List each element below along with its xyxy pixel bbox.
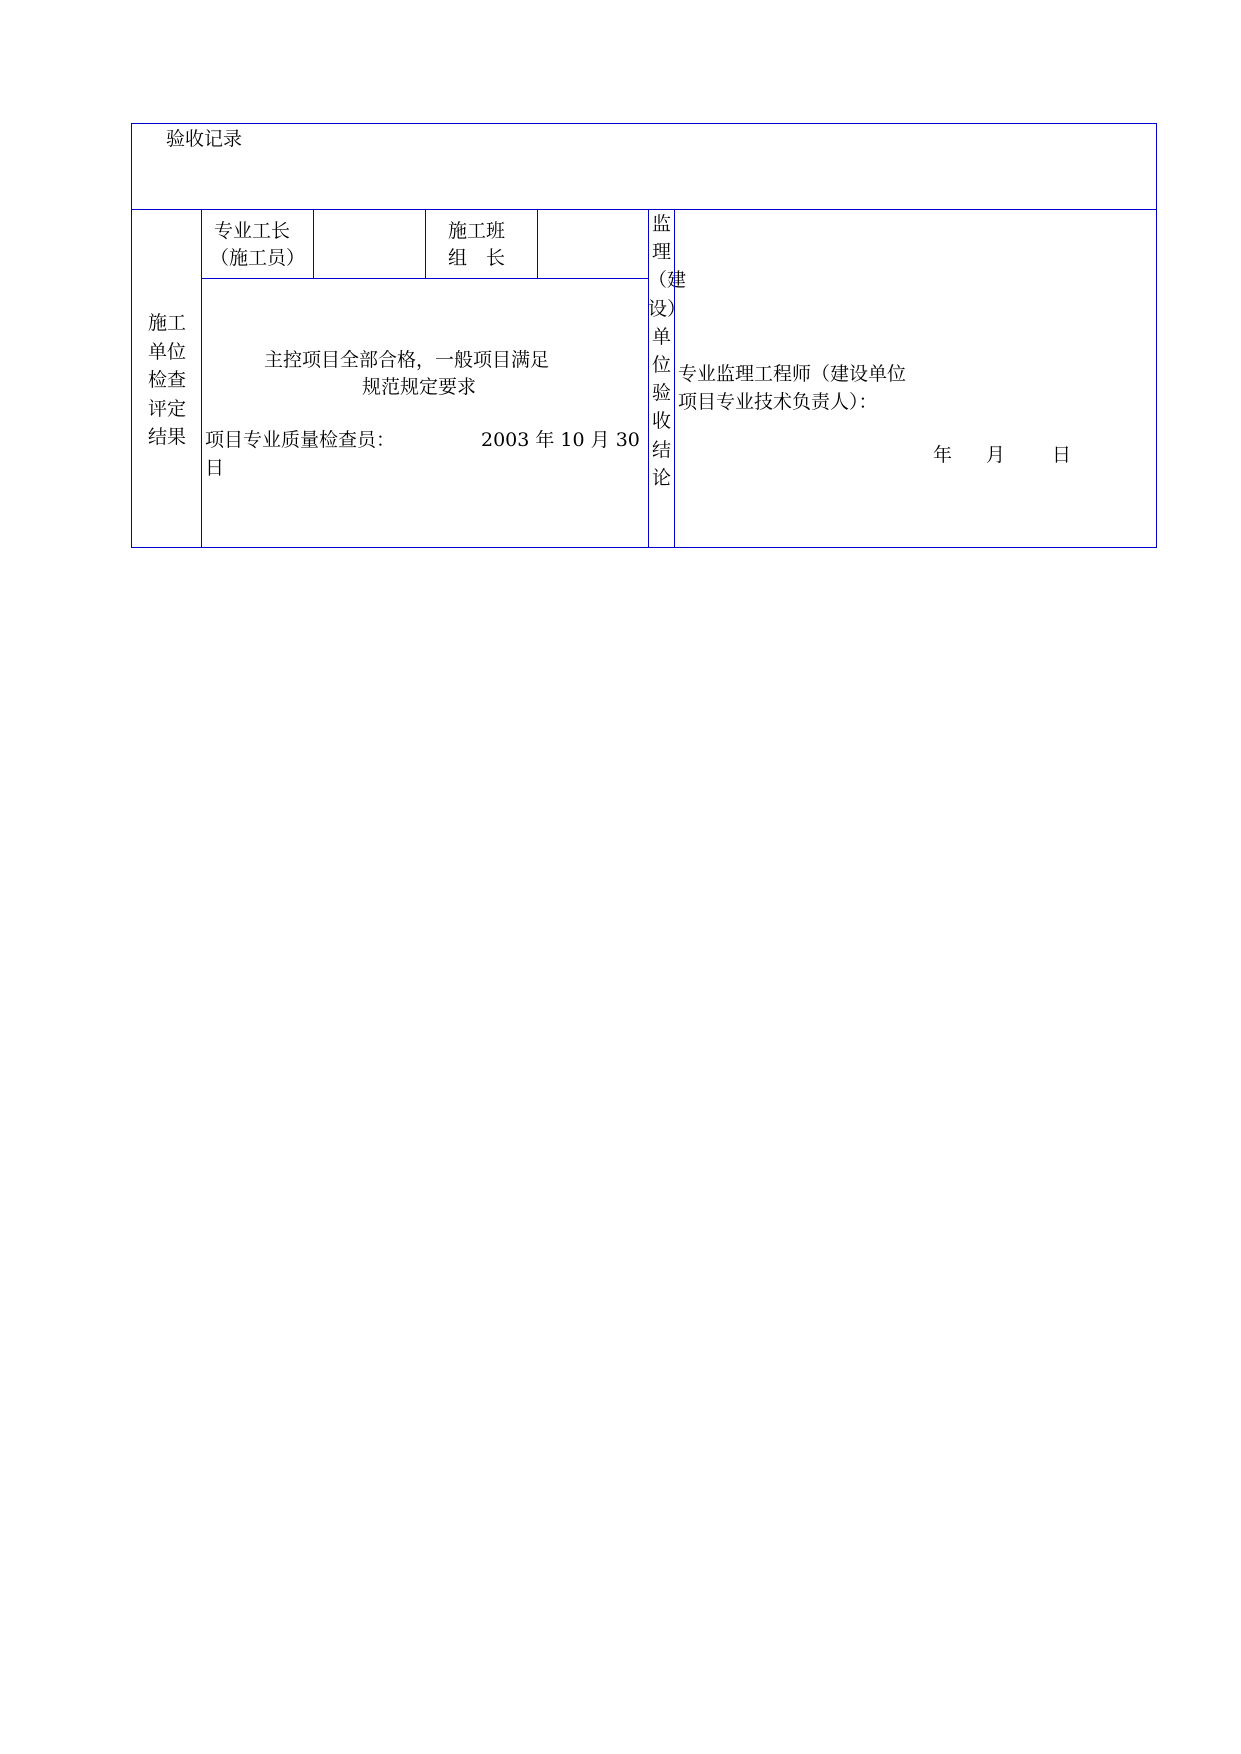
conclusion-date-month: 月: [986, 444, 1006, 466]
conclusion-date-day: 日: [1052, 444, 1072, 466]
conclusion-date-year: 年: [933, 444, 953, 466]
acceptance-record-label: 验收记录: [166, 128, 243, 150]
engineer-label-line1: 专业监理工程师（建设单位: [678, 363, 907, 385]
foreman-label-line2: （施工员）: [210, 247, 306, 269]
engineer-label-line2: 项目专业技术负责人）：: [678, 391, 878, 413]
acceptance-record-row: [131, 123, 1157, 210]
inspection-date-day: 日: [205, 457, 225, 479]
inspector-label: 项目专业质量检查员：: [205, 429, 396, 451]
team-leader-label-line1: 施工班: [448, 220, 506, 242]
result-text-line1: 主控项目全部合格，一般项目满足: [264, 349, 550, 371]
foreman-label-line1: 专业工长: [214, 220, 291, 242]
team-leader-value-cell[interactable]: [537, 209, 649, 279]
team-leader-label-line2: 组 长: [448, 247, 506, 269]
inspection-date: 2003 年 10 月 30: [481, 429, 640, 451]
construction-result-cell: [201, 278, 649, 548]
result-text-line2: 规范规定要求: [362, 376, 477, 398]
construction-side-label: 施工单位检查评定结果: [147, 312, 186, 448]
supervision-side-label: 监理（建设）单位验收结论: [648, 213, 687, 489]
foreman-value-cell[interactable]: [313, 209, 426, 279]
